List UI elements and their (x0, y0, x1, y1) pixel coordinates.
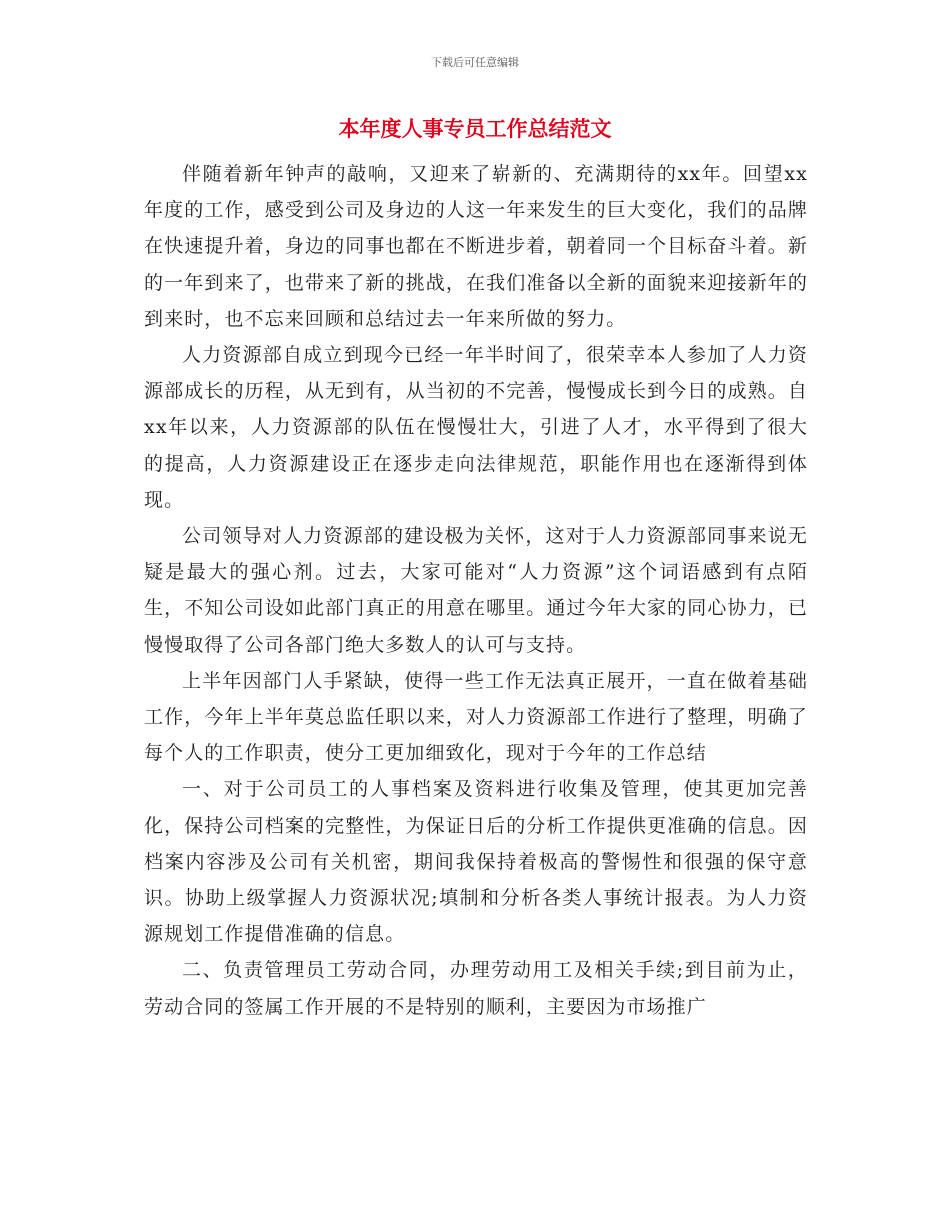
document-body (144, 156, 808, 1025)
document-title: 本年度人事专员工作总结范文 (338, 117, 612, 141)
paragraph-1: 伴随着新年钟声的敲响，又迎来了崭新的、充满期待的xx年。回望xx年度的工作，感受到公司及身边的人这一年来发生的巨大变化，我们的品牌在快速提升着，身边的同事也都在不断进步着，朝着同一个目标奋斗着。新的一年到来了，也带来了新的挑战，在我们准备以全新的面貌来迎接新年的到来时，也不忘来回顾和总结过去一年来所做的努力。 (144, 163, 808, 330)
paragraph-5: 一、对于公司员工的人事档案及资料进行收集及管理，使其更加完善化，保持公司档案的完整性，为保证日后的分析工作提供更准确的信息。因档案内容涉及公司有关机密，期间我保持着极高的警惕性和很强的保守意识。协助上级掌握人力资源状况;填制和分析各类人事统计报表。为人力资源规划工作提借准确的信息。 (144, 778, 808, 946)
paragraph-2: 人力资源部自成立到现今已经一年半时间了，很荣幸本人参加了人力资源部成长的历程，从无到有，从当初的不完善，慢慢成长到今日的成熟。自xx年以来，人力资源部的队伍在慢慢壮大，引进了人才，水平得到了很大的提高，人力资源建设正在逐步走向法律规范，职能作用也在逐渐得到体现。 (144, 344, 808, 511)
paragraph-3: 公司领导对人力资源部的建设极为关怀，这对于人力资源部同事来说无疑是最大的强心剂。过去，大家可能对“人力资源”这个词语感到有点陌生，不知公司设如此部门真正的用意在哪里。通过今年大家的同心协力，已慢慢取得了公司各部门绝大多数人的认可与支持。 (144, 525, 808, 656)
header-note: 下载后可任意编辑 (431, 56, 519, 69)
paragraph-4: 上半年因部门人手紧缺，使得一些工作无法真正展开，一直在做着基础工作，今年上半年莫总监任职以来，对人力资源部工作进行了整理，明确了每个人的工作职责，使分工更加细致化，现对于今年的工作总结 (144, 669, 808, 765)
paragraph-6: 二、负责管理员工劳动合同，办理劳动用工及相关手续;到目前为止，劳动合同的签属工作开展的不是特别的顺利，主要因为市场推广 (144, 959, 808, 1018)
